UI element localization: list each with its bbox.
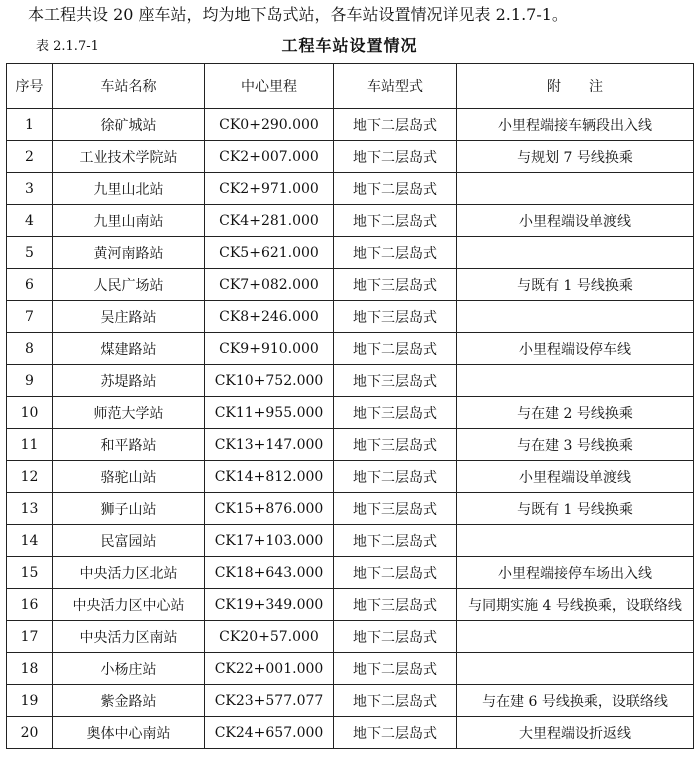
cell-notes xyxy=(457,525,694,557)
cell-notes: 小里程端设单渡线 xyxy=(457,205,694,237)
cell-seq: 7 xyxy=(7,301,53,333)
cell-station-name: 和平路站 xyxy=(53,429,205,461)
cell-station-name: 九里山南站 xyxy=(53,205,205,237)
table-row xyxy=(7,493,694,525)
cell-station-name: 黄河南路站 xyxy=(53,237,205,269)
cell-center-mileage: CK4+281.000 xyxy=(205,205,334,237)
cell-notes: 小里程端设停车线 xyxy=(457,333,694,365)
table-row xyxy=(7,205,694,237)
cell-seq: 2 xyxy=(7,141,53,173)
header-seq: 序号 xyxy=(7,64,53,109)
cell-seq: 6 xyxy=(7,269,53,301)
cell-center-mileage: CK18+643.000 xyxy=(205,557,334,589)
cell-center-mileage: CK5+621.000 xyxy=(205,237,334,269)
cell-notes: 与在建 2 号线换乘 xyxy=(457,397,694,429)
cell-station-type: 地下三层岛式 xyxy=(334,493,457,525)
cell-center-mileage: CK2+007.000 xyxy=(205,141,334,173)
cell-center-mileage: CK13+147.000 xyxy=(205,429,334,461)
cell-station-type: 地下三层岛式 xyxy=(334,365,457,397)
cell-notes: 与在建 3 号线换乘 xyxy=(457,429,694,461)
cell-notes xyxy=(457,365,694,397)
cell-station-name: 中央活力区南站 xyxy=(53,621,205,653)
cell-notes: 与既有 1 号线换乘 xyxy=(457,269,694,301)
cell-seq: 14 xyxy=(7,525,53,557)
cell-center-mileage: CK8+246.000 xyxy=(205,301,334,333)
table-title: 工程车站设置情况 xyxy=(281,36,418,55)
cell-station-name: 小杨庄站 xyxy=(53,653,205,685)
cell-center-mileage: CK7+082.000 xyxy=(205,269,334,301)
cell-center-mileage: CK22+001.000 xyxy=(205,653,334,685)
cell-notes xyxy=(457,173,694,205)
cell-center-mileage: CK15+876.000 xyxy=(205,493,334,525)
cell-station-name: 煤建路站 xyxy=(53,333,205,365)
cell-station-name: 中央活力区北站 xyxy=(53,557,205,589)
cell-station-name: 狮子山站 xyxy=(53,493,205,525)
cell-station-name: 奥体中心南站 xyxy=(53,717,205,749)
cell-station-name: 人民广场站 xyxy=(53,269,205,301)
table-row xyxy=(7,429,694,461)
cell-station-name: 骆驼山站 xyxy=(53,461,205,493)
table-row xyxy=(7,557,694,589)
cell-station-type: 地下三层岛式 xyxy=(334,589,457,621)
cell-station-type: 地下三层岛式 xyxy=(334,269,457,301)
cell-station-type: 地下三层岛式 xyxy=(334,397,457,429)
cell-seq: 3 xyxy=(7,173,53,205)
cell-station-name: 中央活力区中心站 xyxy=(53,589,205,621)
cell-center-mileage: CK23+577.077 xyxy=(205,685,334,717)
header-center-mileage: 中心里程 xyxy=(205,64,334,109)
table-header-row xyxy=(7,64,694,109)
cell-seq: 12 xyxy=(7,461,53,493)
cell-station-type: 地下三层岛式 xyxy=(334,301,457,333)
table-row xyxy=(7,301,694,333)
cell-seq: 4 xyxy=(7,205,53,237)
cell-notes: 小里程端设单渡线 xyxy=(457,461,694,493)
cell-notes: 大里程端设折返线 xyxy=(457,717,694,749)
cell-center-mileage: CK14+812.000 xyxy=(205,461,334,493)
cell-center-mileage: CK17+103.000 xyxy=(205,525,334,557)
cell-center-mileage: CK0+290.000 xyxy=(205,109,334,141)
cell-seq: 11 xyxy=(7,429,53,461)
table-row xyxy=(7,685,694,717)
cell-station-type: 地下二层岛式 xyxy=(334,621,457,653)
cell-notes: 小里程端接车辆段出入线 xyxy=(457,109,694,141)
cell-station-type: 地下二层岛式 xyxy=(334,525,457,557)
table-row xyxy=(7,269,694,301)
cell-center-mileage: CK10+752.000 xyxy=(205,365,334,397)
cell-station-type: 地下二层岛式 xyxy=(334,109,457,141)
cell-center-mileage: CK20+57.000 xyxy=(205,621,334,653)
cell-station-name: 工业技术学院站 xyxy=(53,141,205,173)
cell-station-name: 吴庄路站 xyxy=(53,301,205,333)
station-table xyxy=(6,63,694,749)
table-number: 表 2.1.7-1 xyxy=(36,39,99,54)
cell-station-type: 地下二层岛式 xyxy=(334,557,457,589)
cell-station-name: 苏堤路站 xyxy=(53,365,205,397)
cell-seq: 1 xyxy=(7,109,53,141)
cell-seq: 8 xyxy=(7,333,53,365)
cell-station-type: 地下二层岛式 xyxy=(334,237,457,269)
cell-station-type: 地下二层岛式 xyxy=(334,173,457,205)
cell-center-mileage: CK24+657.000 xyxy=(205,717,334,749)
cell-station-type: 地下二层岛式 xyxy=(334,333,457,365)
cell-station-name: 九里山北站 xyxy=(53,173,205,205)
cell-center-mileage: CK9+910.000 xyxy=(205,333,334,365)
table-row xyxy=(7,653,694,685)
cell-station-name: 紫金路站 xyxy=(53,685,205,717)
table-row xyxy=(7,621,694,653)
cell-station-name: 民富园站 xyxy=(53,525,205,557)
cell-seq: 5 xyxy=(7,237,53,269)
table-row xyxy=(7,397,694,429)
header-station-name: 车站名称 xyxy=(53,64,205,109)
cell-seq: 10 xyxy=(7,397,53,429)
cell-station-type: 地下二层岛式 xyxy=(334,205,457,237)
cell-notes xyxy=(457,621,694,653)
cell-seq: 13 xyxy=(7,493,53,525)
intro-paragraph: 本工程共设 20 座车站，均为地下岛式站，各车站设置情况详见表 2.1.7-1。 xyxy=(28,5,568,24)
table-row xyxy=(7,333,694,365)
cell-notes: 与同期实施 4 号线换乘，设联络线 xyxy=(457,589,694,621)
header-notes: 附 注 xyxy=(457,64,694,109)
cell-station-type: 地下三层岛式 xyxy=(334,429,457,461)
cell-seq: 15 xyxy=(7,557,53,589)
cell-station-type: 地下二层岛式 xyxy=(334,653,457,685)
cell-center-mileage: CK11+955.000 xyxy=(205,397,334,429)
cell-seq: 16 xyxy=(7,589,53,621)
cell-seq: 20 xyxy=(7,717,53,749)
cell-notes: 小里程端接停车场出入线 xyxy=(457,557,694,589)
cell-seq: 19 xyxy=(7,685,53,717)
table-row xyxy=(7,461,694,493)
header-station-type: 车站型式 xyxy=(334,64,457,109)
cell-center-mileage: CK19+349.000 xyxy=(205,589,334,621)
cell-notes xyxy=(457,237,694,269)
cell-station-type: 地下二层岛式 xyxy=(334,141,457,173)
cell-notes xyxy=(457,653,694,685)
table-row xyxy=(7,109,694,141)
cell-notes: 与既有 1 号线换乘 xyxy=(457,493,694,525)
cell-center-mileage: CK2+971.000 xyxy=(205,173,334,205)
cell-seq: 18 xyxy=(7,653,53,685)
cell-station-type: 地下二层岛式 xyxy=(334,461,457,493)
table-row xyxy=(7,589,694,621)
table-row xyxy=(7,237,694,269)
cell-seq: 17 xyxy=(7,621,53,653)
table-row xyxy=(7,365,694,397)
cell-notes: 与在建 6 号线换乘，设联络线 xyxy=(457,685,694,717)
cell-station-name: 徐矿城站 xyxy=(53,109,205,141)
table-row xyxy=(7,525,694,557)
cell-notes: 与规划 7 号线换乘 xyxy=(457,141,694,173)
table-row xyxy=(7,173,694,205)
cell-station-type: 地下二层岛式 xyxy=(334,685,457,717)
cell-seq: 9 xyxy=(7,365,53,397)
table-row xyxy=(7,141,694,173)
cell-station-type: 地下二层岛式 xyxy=(334,717,457,749)
cell-station-name: 师范大学站 xyxy=(53,397,205,429)
cell-notes xyxy=(457,301,694,333)
table-row xyxy=(7,717,694,749)
